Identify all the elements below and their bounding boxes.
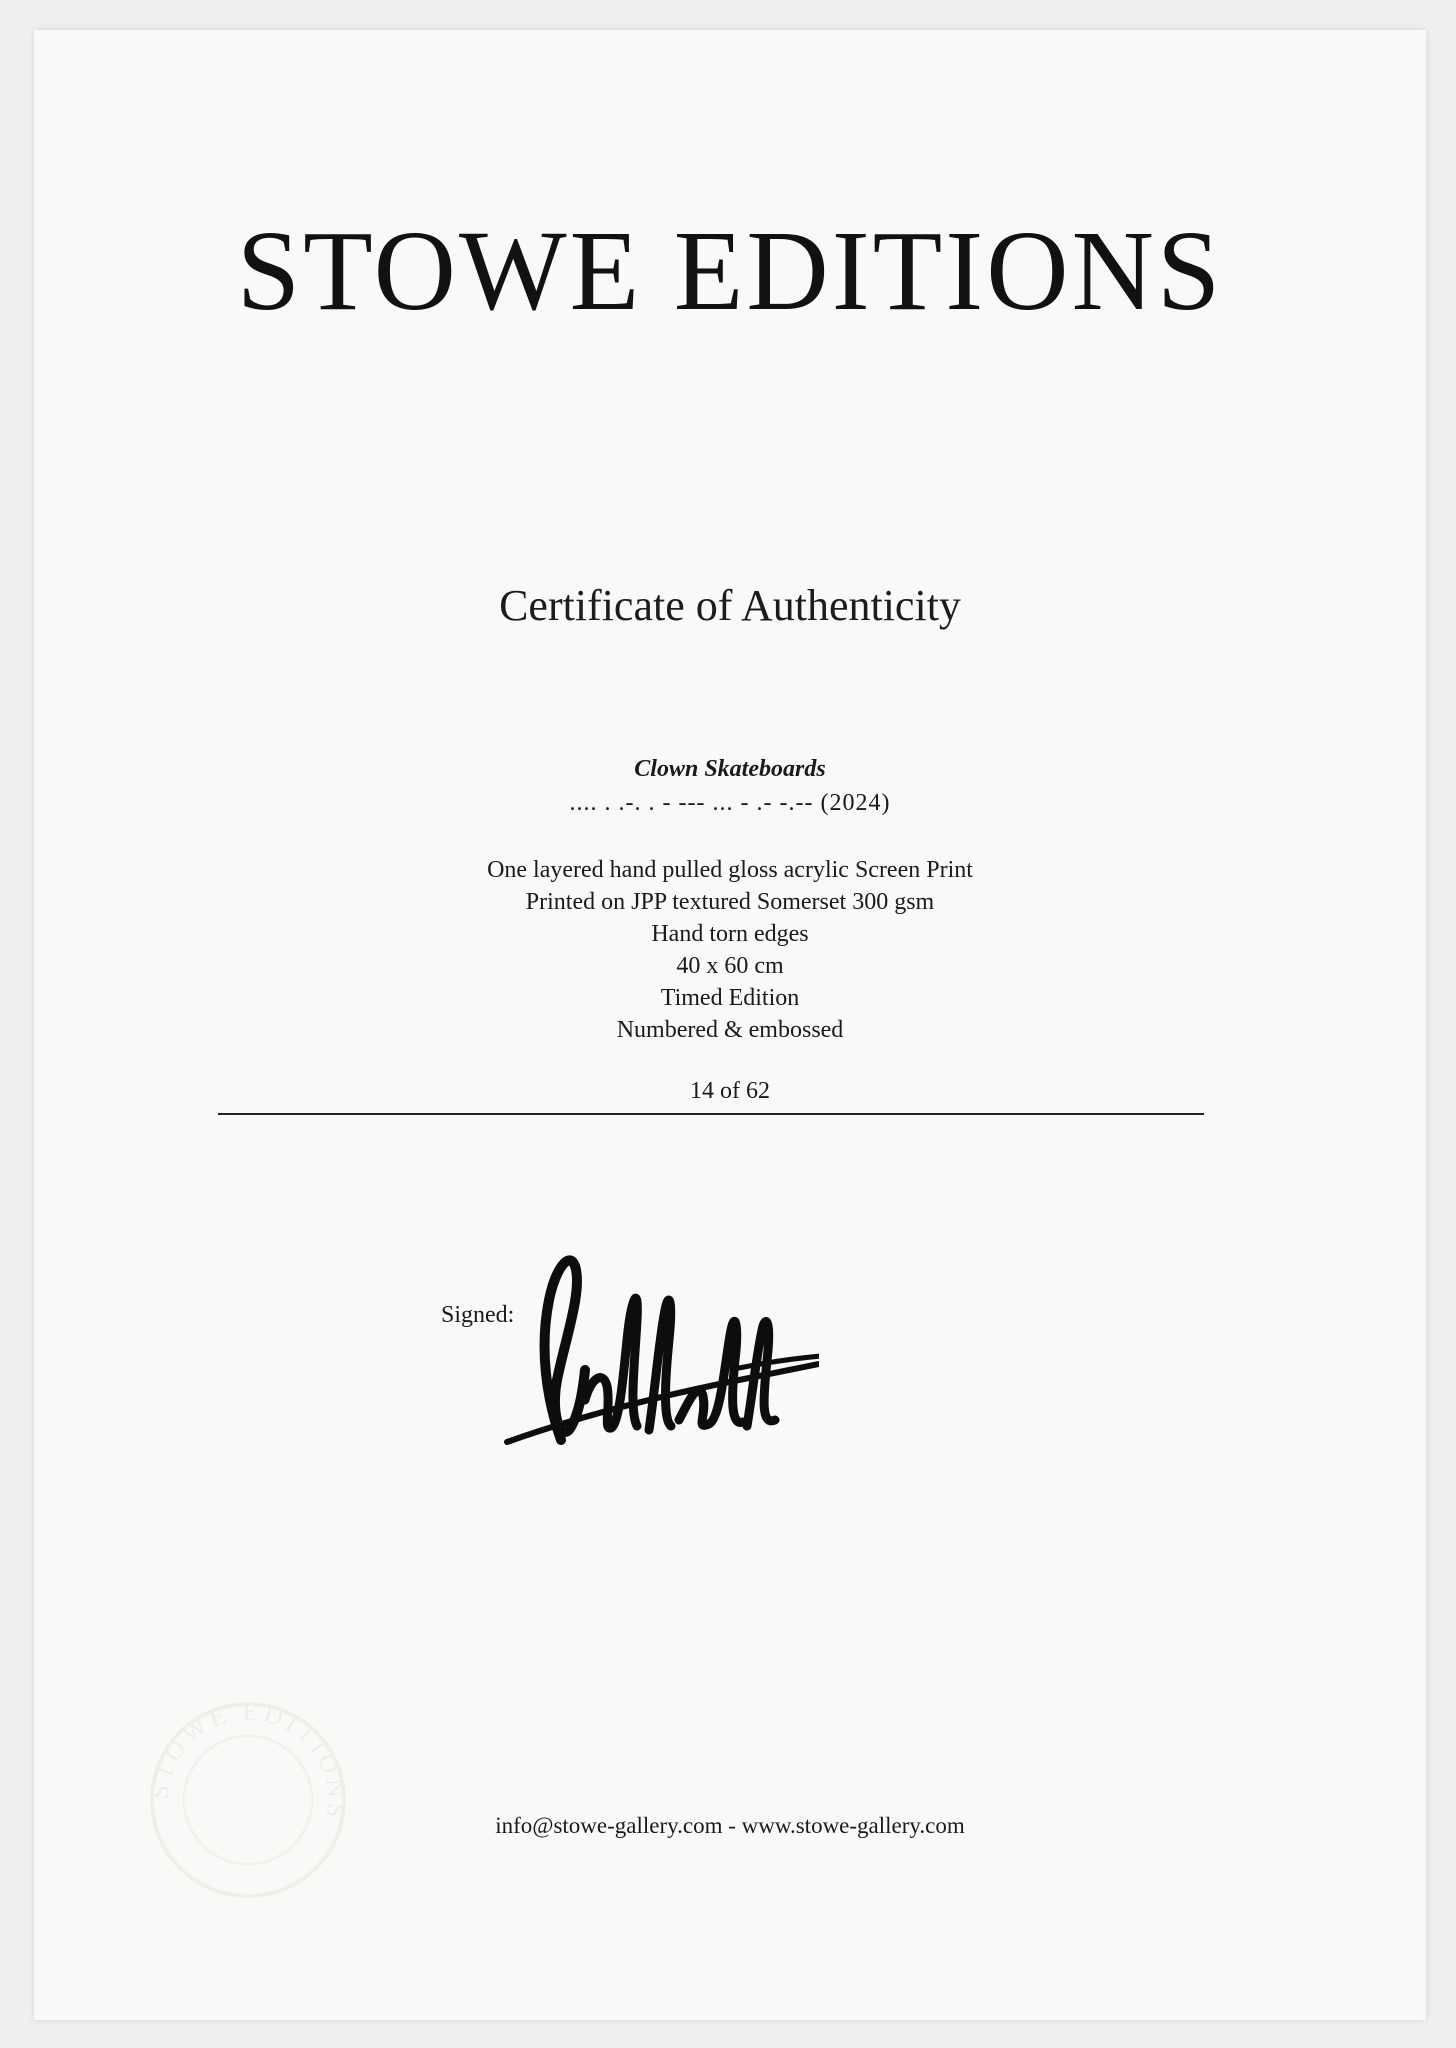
svg-text:STOWE EDITIONS [145, 1697, 352, 1824]
artwork-subtitle: .... . .-. . - --- ... - .- -.-- (2024) [569, 790, 891, 816]
divider [218, 1113, 1204, 1115]
detail-line: Printed on JPP textured Somerset 300 gsm [525, 889, 935, 915]
signed-label: Signed: [441, 1302, 515, 1328]
seal-text: STOWE EDITIONS [144, 1696, 352, 1824]
detail-line: Numbered & embossed [616, 1017, 844, 1043]
detail-line: 40 x 60 cm [676, 953, 784, 979]
brand-heading: STOWE EDITIONS [236, 207, 1224, 334]
detail-line: Hand torn edges [651, 921, 809, 947]
artwork-title: Clown Skateboards [634, 756, 826, 782]
signature-image [499, 1230, 819, 1460]
artwork-details [34, 854, 1426, 1046]
edition-number: 14 of 62 [690, 1078, 770, 1104]
detail-line: One layered hand pulled gloss acrylic Screen Print [487, 857, 973, 883]
embossed-seal [138, 1690, 358, 1910]
contact-footer: info@stowe-gallery.com - www.stowe-gallery.com [495, 1813, 965, 1838]
certificate-sheet [34, 30, 1426, 2020]
detail-line: Timed Edition [660, 985, 800, 1011]
certificate-title: Certificate of Authenticity [499, 581, 961, 630]
